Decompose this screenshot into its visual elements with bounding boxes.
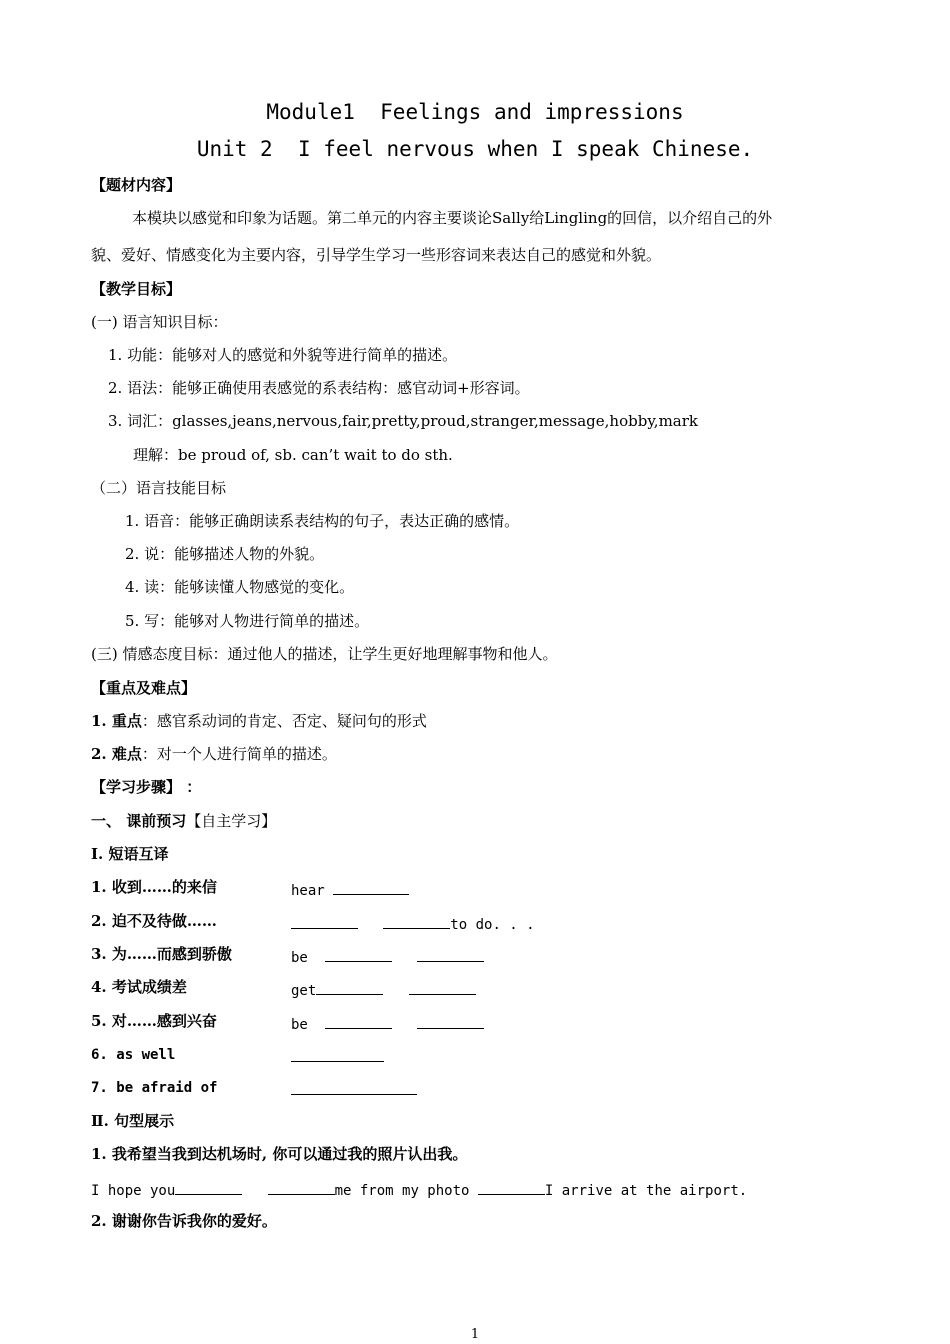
answer-blank[interactable] <box>291 1048 384 1062</box>
goal-1-item-3-understand: 理解：be proud of, sb. can’t wait to do sth. <box>133 446 453 464</box>
answer-blank[interactable] <box>268 1181 335 1195</box>
goal-2-item-4: 5. 写：能够对人物进行简单的描述。 <box>125 612 370 630</box>
key-point-1-label: 1. 重点 <box>91 712 142 730</box>
answer-blank[interactable] <box>291 915 358 929</box>
answer-blank[interactable] <box>409 981 476 995</box>
phrase-answer-5 <box>291 1015 484 1032</box>
phrase-answer-4 <box>291 981 476 998</box>
key-point-2-label: 2. 难点 <box>91 745 142 763</box>
answer-blank[interactable] <box>478 1181 545 1195</box>
section-heading-key-points: 【重点及难点】 <box>91 679 197 697</box>
answer-blank[interactable] <box>325 948 392 962</box>
phrase-question-4: 4. 考试成绩差 <box>91 978 187 996</box>
answer-blank[interactable] <box>417 1015 484 1029</box>
page-number: 1 <box>470 1327 480 1342</box>
sentence-2-chinese: 2. 谢谢你告诉我你的爱好。 <box>91 1212 277 1230</box>
phrase-answer-5-text: be <box>291 1017 308 1033</box>
goal-1-item-3: 3. 词汇：glasses,jeans,nervous,fair,pretty,proud,stranger,message,hobby,mark <box>108 412 698 430</box>
step-1-heading <box>91 814 276 829</box>
phrase-question-1: 1. 收到……的来信 <box>91 878 217 896</box>
key-point-2 <box>91 747 337 762</box>
sentence-1-part-c: I arrive at the airport. <box>544 1183 748 1199</box>
sentence-1-english <box>91 1181 747 1198</box>
page-subtitle: Unit 2 I feel nervous when I speak Chinese. <box>196 137 754 161</box>
phrase-question-2: 2. 迫不及待做…… <box>91 912 217 930</box>
key-point-2-text: ：对一个人进行简单的描述。 <box>141 745 337 763</box>
phrase-answer-4-text: get <box>291 983 317 999</box>
section-heading-goals: 【教学目标】 <box>91 280 182 298</box>
goal-2-item-3: 4. 读：能够读懂人物感觉的变化。 <box>125 578 355 596</box>
answer-blank[interactable] <box>291 1081 417 1095</box>
answer-blank[interactable] <box>333 881 409 895</box>
phrase-question-3: 3. 为……而感到骄傲 <box>91 945 232 963</box>
page-title: Module1 Feelings and impressions <box>266 100 684 124</box>
phrase-answer-3 <box>291 948 484 965</box>
step-1-subtitle: 【自主学习】 <box>186 812 277 830</box>
goal-1-heading: (一) 语言知识目标： <box>91 313 228 331</box>
phrase-question-5: 5. 对……感到兴奋 <box>91 1012 217 1030</box>
phrase-answer-3-text: be <box>291 950 308 966</box>
goal-3-heading: (三) 情感态度目标：通过他人的描述，让学生更好地理解事物和他人。 <box>91 645 558 663</box>
phrase-answer-1 <box>291 881 409 898</box>
section-heading-content: 【题材内容】 <box>91 176 182 194</box>
goal-2-item-2: 2. 说：能够描述人物的外貌。 <box>125 545 325 563</box>
answer-blank[interactable] <box>175 1181 242 1195</box>
answer-blank[interactable] <box>316 981 383 995</box>
phrase-answer-1-text: hear <box>291 883 325 899</box>
goal-2-heading: （二）语言技能目标 <box>91 479 227 497</box>
goal-1-item-2: 2. 语法：能够正确使用表感觉的系表结构：感官动词+形容词。 <box>108 379 530 397</box>
goal-1-item-1: 1. 功能：能够对人的感觉和外貌等进行简单的描述。 <box>108 346 458 364</box>
phrase-answer-2-text: to do. . . <box>450 917 535 933</box>
step-1-label: 一、 课前预习 <box>91 812 187 830</box>
sentence-1-part-a: I hope you <box>91 1183 176 1199</box>
answer-blank[interactable] <box>325 1015 392 1029</box>
phrase-question-6: 6. as well <box>91 1047 176 1063</box>
phrase-answer-7 <box>291 1081 417 1098</box>
sentence-1-chinese: 1. 我希望当我到达机场时, 你可以通过我的照片认出我。 <box>91 1145 468 1163</box>
phrase-answer-2 <box>291 915 535 932</box>
phrase-question-7: 7. be afraid of <box>91 1080 218 1096</box>
key-point-1 <box>91 714 427 729</box>
sentence-1-part-b: me from my photo <box>334 1183 470 1199</box>
answer-blank[interactable] <box>383 915 450 929</box>
section-heading-steps: 【学习步骤】 ： <box>91 778 202 796</box>
goal-2-item-1: 1. 语音：能够正确朗读系表结构的句子，表达正确的感情。 <box>125 512 520 530</box>
phrase-answer-6 <box>291 1048 384 1065</box>
part-1-heading: Ⅰ. 短语互译 <box>91 845 169 863</box>
part-2-heading: Ⅱ. 句型展示 <box>91 1112 175 1130</box>
content-paragraph-line-2: 貌、爱好、情感变化为主要内容，引导学生学习一些形容词来表达自己的感觉和外貌。 <box>91 246 662 264</box>
key-point-1-text: ：感官系动词的肯定、否定、疑问句的形式 <box>141 712 427 730</box>
answer-blank[interactable] <box>417 948 484 962</box>
content-paragraph-line-1: 本模块以感觉和印象为话题。第二单元的内容主要谈论Sally给Lingling的回信，以介绍自己的外 <box>132 209 773 227</box>
